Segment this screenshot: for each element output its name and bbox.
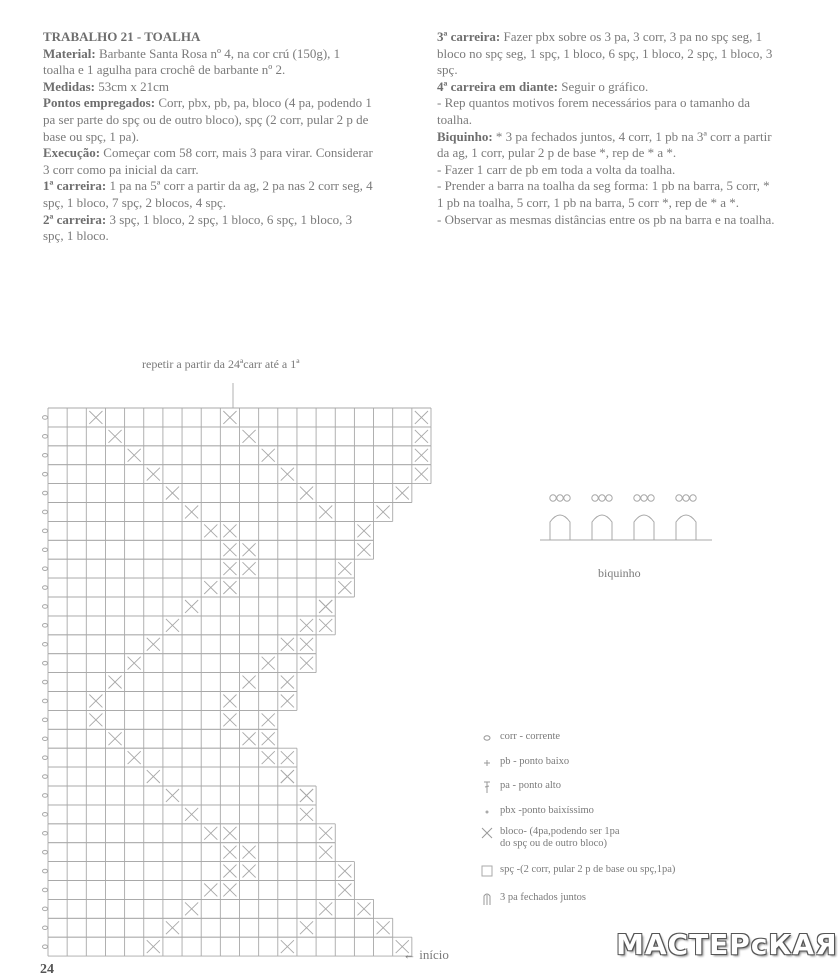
material-label: Material: <box>43 45 96 61</box>
biquinho-chain-loop <box>683 495 689 501</box>
biquinho-picot <box>634 515 654 540</box>
row-chain-mark <box>43 491 48 495</box>
row-chain-mark <box>43 831 48 835</box>
row-chain-mark <box>43 869 48 873</box>
single-crochet-icon <box>480 756 494 770</box>
execucao-text: Começar com 58 corr, mais 3 para virar. Considerar 3 corr como pa inicial da carr. <box>43 145 373 177</box>
biquinho-chain-loop <box>599 495 605 501</box>
row-chain-mark <box>43 718 48 722</box>
row-chain-mark <box>43 586 48 590</box>
row-chain-mark <box>43 510 48 514</box>
slip-stitch-icon <box>480 805 494 819</box>
material-text: Barbante Santa Rosa nº 4, na cor crú (150g), 1 toalha e 1 agulha para crochê de barbante nº 2. <box>43 45 341 78</box>
row1-label: 1ª carreira: <box>43 178 107 194</box>
legend-text: bloco- (4pa,podendo ser 1pa do spç ou de outro bloco) <box>500 826 620 849</box>
row-chain-mark <box>43 699 48 703</box>
biquinho-caption: biquinho <box>598 566 641 580</box>
page-number: 24 <box>40 962 54 977</box>
biquinho-picot <box>676 515 696 540</box>
legend-text: corr - corrente <box>500 731 561 742</box>
biquinho-chain-loop <box>690 495 696 501</box>
biquinho-text: * 3 pa fechados juntos, 4 corr, 1 pb na 3ª corr a partir da ag, 1 corr, pular 2 p de base *, rep de * a *. <box>437 128 772 161</box>
start-label: início <box>419 947 449 962</box>
biquinho-chain-loop <box>634 495 640 501</box>
row-chain-mark <box>43 453 48 457</box>
row3-label: 3ª carreira: <box>437 29 501 44</box>
biquinho-chain-loop <box>557 495 563 501</box>
pattern-title: TRABALHO 21 - TOALHA <box>43 29 201 44</box>
biquinho-chain-loop <box>648 495 654 501</box>
step1-text: - Fazer 1 carr de pb em toda a volta da toalha. <box>437 161 676 177</box>
row-chain-mark <box>43 472 48 476</box>
row1-text: 1 pa na 5ª corr a partir da ag, 2 pa nas 2 corr seg, 4 spç, 1 bloco, 7 spç, 2 blocos, 4 spç. <box>43 178 373 210</box>
biquinho-chain-loop <box>676 495 682 501</box>
row3-text: Fazer pbx sobre os 3 pa, 3 corr, 3 pa no spç seg, 1 bloco no spç seg, 1 spç, 1 bloco, 6 spç, 1 bloco, 2 spç, 1 bloco, 3 spç. <box>437 29 773 78</box>
row-chain-mark <box>43 642 48 646</box>
medidas-label: Medidas: <box>43 78 95 94</box>
biquinho-chain-loop <box>641 495 647 501</box>
biquinho-chain-loop <box>550 495 556 501</box>
row-chain-mark <box>43 567 48 571</box>
start-marker: ← início <box>403 947 449 962</box>
row-chain-mark <box>43 888 48 892</box>
biquinho-chain-loop <box>606 495 612 501</box>
space-icon <box>480 864 494 878</box>
step2-text: - Prender a barra na toalha da seg forma: 1 pb na barra, 5 corr, * 1 pb na toalha, 5 corr, 1 pb na barra, 5 corr *, rep de * a *. <box>437 178 770 210</box>
row-chain-mark <box>43 775 48 779</box>
row-chain-mark <box>43 605 48 609</box>
row-chain-mark <box>43 794 48 798</box>
biquinho-heading: Biquinho: <box>437 128 493 144</box>
block-icon <box>480 826 494 840</box>
row2-label: 2ª carreira: <box>43 211 107 227</box>
chain-icon <box>480 731 494 745</box>
row-chain-mark <box>43 907 48 911</box>
row-chain-mark <box>43 850 48 854</box>
legend-text: pa - ponto alto <box>500 780 561 791</box>
row-chain-mark <box>43 945 48 949</box>
pontos-label: Pontos empregados: <box>43 95 156 111</box>
watermark-logo: МАСТЕРсКАЯ <box>616 928 838 961</box>
legend-text: pb - ponto baixo <box>500 756 570 767</box>
step3-text: - Observar as mesmas distâncias entre os pb na barra e na toalha. <box>437 211 775 227</box>
row-chain-mark <box>43 926 48 930</box>
row-chain-mark <box>43 416 48 420</box>
row-chain-mark <box>43 529 48 533</box>
pontos-text: Corr, pbx, pb, pa, bloco (4 pa, podendo 1 pa ser parte do spç ou de outro bloco), spç (2 corr, pular 2 p de base ou spç, 1 pa). <box>43 95 372 144</box>
biquinho-chain-loop <box>592 495 598 501</box>
legend-text: 3 pa fechados juntos <box>500 892 587 903</box>
biquinho-picot <box>550 515 570 540</box>
medidas-text: 53cm x 21cm <box>98 78 170 94</box>
row-chain-mark <box>43 737 48 741</box>
row-chain-mark <box>43 624 48 628</box>
row-chain-mark <box>43 680 48 684</box>
chart-repeat-note: repetir a partir da 24ªcarr até a 1ª <box>142 357 300 371</box>
biquinho-chain-loop <box>564 495 570 501</box>
biquinho-picot <box>592 515 612 540</box>
cluster-icon <box>480 892 494 906</box>
row-chain-mark <box>43 756 48 760</box>
row-chain-mark <box>43 813 48 817</box>
execucao-label: Execução: <box>43 145 101 161</box>
row-chain-mark <box>43 548 48 552</box>
double-crochet-icon <box>480 780 494 794</box>
row4-label: 4ª carreira em diante: <box>437 78 558 94</box>
legend-text: pbx -ponto baixíssimo <box>500 805 594 816</box>
repeat-text: - Rep quantos motivos forem necessários para o tamanho da toalha. <box>437 95 750 127</box>
row2-text: 3 spç, 1 bloco, 2 spç, 1 bloco, 6 spç, 1 bloco, 3 spç, 1 bloco. <box>43 211 353 244</box>
row-chain-mark <box>43 435 48 439</box>
row-chain-mark <box>43 661 48 665</box>
legend-text: spç -(2 corr, pular 2 p de base ou spç,1pa) <box>500 864 676 875</box>
row4-text: Seguir o gráfico. <box>561 78 649 94</box>
